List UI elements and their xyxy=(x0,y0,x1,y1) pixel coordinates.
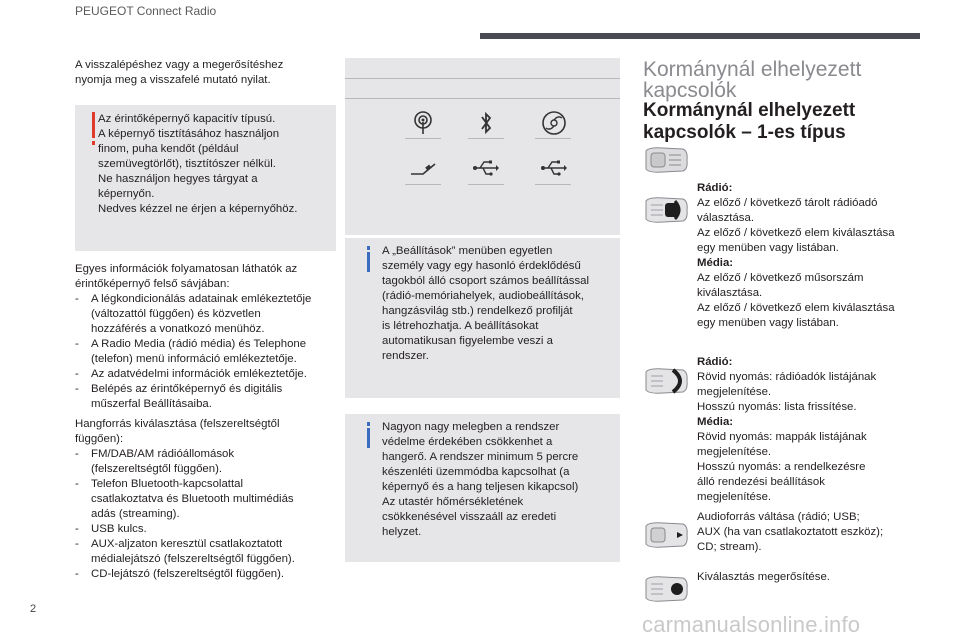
list-item-line: műszerfal Beállításaiba. xyxy=(91,398,212,410)
source-selection-info xyxy=(75,417,345,582)
info-line: hangerő. A rendszer minimum 5 percre xyxy=(382,451,579,463)
list-item-line: (felszereltségtől függően). xyxy=(91,463,223,475)
desc-line: Rövid nyomás: mappák listájának xyxy=(697,431,867,443)
info-line: (rádió-memóriahelyek, audiobeállítások, xyxy=(382,290,584,302)
desc-line: egy menüben vagy listában. xyxy=(697,242,839,254)
list-item-line: AUX-aljzaton keresztül csatlakoztatott xyxy=(91,538,283,550)
screen-divider xyxy=(345,98,620,99)
screen-icon-underline xyxy=(405,138,441,139)
cd-icon xyxy=(537,108,571,138)
screen-icon-underline xyxy=(535,184,571,185)
list-item-line: adás (streaming). xyxy=(91,508,180,520)
intro-line: nyomja meg a visszafelé mutató nyilat. xyxy=(75,74,271,86)
list-item xyxy=(75,292,345,337)
warning-line: Az érintőképernyő kapacitív típusú. xyxy=(98,113,276,125)
media-heading: Média: xyxy=(697,257,734,269)
header-bar xyxy=(480,33,920,39)
list-item-line: médialejátszó (felszereltségtől függően). xyxy=(91,553,295,565)
info-line: Nagyon nagy melegben a rendszer xyxy=(382,421,560,433)
list-item-line: Telefon Bluetooth-kapcsolattal xyxy=(91,478,243,490)
desc-line: Audioforrás váltása (rádió; USB; xyxy=(697,511,860,523)
desc-line: választása. xyxy=(697,212,754,224)
list-item-line: hozzáférés a vonatkozó menühöz. xyxy=(91,323,265,335)
info-line: készenléti üzemmódba kapcsolhat (a xyxy=(382,466,570,478)
touchscreen-illustration xyxy=(345,58,620,235)
radio-icon xyxy=(406,108,440,138)
warning-line: finom, puha kendőt (például xyxy=(98,143,239,155)
info-icon-dot xyxy=(367,246,370,250)
watermark: carmanualsonline.info xyxy=(642,612,861,637)
media-heading: Média: xyxy=(697,416,734,428)
list-item-line: Az adatvédelmi információk emlékeztetője. xyxy=(91,368,307,380)
steering-control-overview-icon xyxy=(643,145,691,175)
aux-cable-icon xyxy=(406,153,440,183)
usb-icon xyxy=(537,153,571,183)
section-title-line: kapcsolók xyxy=(643,79,737,102)
desc-line: Rövid nyomás: rádióadók listájának xyxy=(697,371,877,383)
list-item xyxy=(75,447,345,477)
list-item-line: USB kulcs. xyxy=(91,523,147,535)
desc-line: megjelenítése. xyxy=(697,446,772,458)
radio-heading: Rádió: xyxy=(697,182,733,194)
source-list xyxy=(75,447,345,582)
list-item xyxy=(75,477,345,522)
control-description-1 xyxy=(697,181,912,331)
list-item xyxy=(75,537,345,567)
desc-line: CD; stream). xyxy=(697,541,762,553)
desc-line: megjelenítése. xyxy=(697,386,772,398)
warning-icon xyxy=(92,112,95,138)
info-line: védelme érdekében csökkenhet a xyxy=(382,436,553,448)
steering-source-control-icon xyxy=(643,520,691,550)
list-item xyxy=(75,522,345,537)
screen-icon-underline xyxy=(468,138,504,139)
desc-line: Kiválasztás megerősítése. xyxy=(697,571,830,583)
screen-icon-underline xyxy=(535,138,571,139)
list-item xyxy=(75,382,345,412)
list-item-line: (változattól függően) és közvetlen xyxy=(91,308,261,320)
desc-line: megjelenítése. xyxy=(697,491,772,503)
bluetooth-icon xyxy=(469,108,503,138)
desc-line: Az előző / következő elem kiválasztása xyxy=(697,302,895,314)
section-title-line: Kormánynál elhelyezett xyxy=(643,58,862,81)
info-icon xyxy=(367,252,370,272)
info-line: helyzet. xyxy=(382,526,422,538)
list-item-line: Belépés az érintőképernyő és digitális xyxy=(91,383,283,395)
desc-line: egy menüben vagy listában. xyxy=(697,317,839,329)
info-icon xyxy=(367,428,370,448)
info-line: A „Beállítások” menüben egyetlen xyxy=(382,245,553,257)
steering-press-control-icon xyxy=(643,366,691,396)
header-title: PEUGEOT Connect Radio xyxy=(75,4,217,18)
steering-confirm-control-icon xyxy=(643,574,691,604)
subsection-title xyxy=(643,100,855,144)
warning-box xyxy=(75,105,336,251)
desc-line: Hosszú nyomás: a rendelkezésre xyxy=(697,461,866,473)
screen-icon-underline xyxy=(468,184,504,185)
list-item-line: csatlakoztatva és Bluetooth multimédiás xyxy=(91,493,294,505)
screen-divider xyxy=(345,78,620,79)
desc-line: Az előző / következő elem kiválasztása xyxy=(697,227,895,239)
steering-scroll-control-icon xyxy=(643,195,691,225)
screen-icon-underline xyxy=(405,184,441,185)
list-item-line: A Radio Media (rádió média) és Telephone xyxy=(91,338,307,350)
warning-line: szemüvegtörlőt), tisztítószer nélkül. xyxy=(98,158,276,170)
page-number: 2 xyxy=(30,603,37,615)
list-item xyxy=(75,567,345,582)
list-item-line: CD-lejátszó (felszereltségtől függően). xyxy=(91,568,285,580)
warning-icon-dot xyxy=(92,141,95,145)
status-bar-info xyxy=(75,262,345,412)
usb-icon xyxy=(469,153,503,183)
info-box-heat xyxy=(345,414,620,562)
status-intro-line: Egyes információk folyamatosan láthatók az xyxy=(75,263,298,275)
warning-line: képernyőn. xyxy=(98,188,155,200)
info-icon-dot xyxy=(367,422,370,426)
radio-heading: Rádió: xyxy=(697,356,733,368)
info-line: tagokból álló csoport számos beállítással xyxy=(382,275,590,287)
control-description-4 xyxy=(697,570,912,585)
info-line: rendszer. xyxy=(382,350,429,362)
desc-line: Hosszú nyomás: lista frissítése. xyxy=(697,401,857,413)
list-item xyxy=(75,367,345,382)
warning-line: Ne használjon hegyes tárgyat a xyxy=(98,173,258,185)
info-line: képernyő és a hang teljesen kikapcsol) xyxy=(382,481,579,493)
desc-line: AUX (ha van csatlakoztatott eszköz); xyxy=(697,526,884,538)
info-line: automatikusan figyelembe veszi a xyxy=(382,335,553,347)
desc-line: álló rendezési beállítások xyxy=(697,476,825,488)
list-item xyxy=(75,337,345,367)
subsection-title-line: kapcsolók – 1-es típus xyxy=(643,122,846,143)
control-description-3 xyxy=(697,510,912,555)
source-intro-line: Hangforrás kiválasztása (felszereltségtől xyxy=(75,418,280,430)
control-description-2 xyxy=(697,355,912,505)
status-list xyxy=(75,292,345,412)
desc-line: Az előző / következő tárolt rádióadó xyxy=(697,197,878,209)
info-line: Az utastér hőmérsékletének xyxy=(382,496,524,508)
list-item-line: FM/DAB/AM rádióállomások xyxy=(91,448,235,460)
section-title xyxy=(643,59,861,101)
status-intro-line: érintőképernyő felső sávjában: xyxy=(75,278,230,290)
info-line: is létrehozhatja. A beállításokat xyxy=(382,320,539,332)
intro-text xyxy=(75,58,340,88)
desc-line: Az előző / következő műsorszám xyxy=(697,272,864,284)
warning-line: A képernyő tisztításához használjon xyxy=(98,128,280,140)
intro-line: A visszalépéshez vagy a megerősítéshez xyxy=(75,59,284,71)
warning-line: Nedves kézzel ne érjen a képernyőhöz. xyxy=(98,203,298,215)
source-intro-line: függően): xyxy=(75,433,124,445)
info-line: hangzásvilág stb.) rendelkező profilját xyxy=(382,305,573,317)
info-line: csökkenésével visszaáll az eredeti xyxy=(382,511,557,523)
desc-line: kiválasztása. xyxy=(697,287,763,299)
info-box-profiles xyxy=(345,238,620,398)
list-item-line: (telefon) menü információ emlékeztetője. xyxy=(91,353,297,365)
list-item-line: A légkondicionálás adatainak emlékeztetője xyxy=(91,293,312,305)
info-line: személy vagy egy hasonló érdeklődésű xyxy=(382,260,581,272)
subsection-title-line: Kormánynál elhelyezett xyxy=(643,100,856,121)
